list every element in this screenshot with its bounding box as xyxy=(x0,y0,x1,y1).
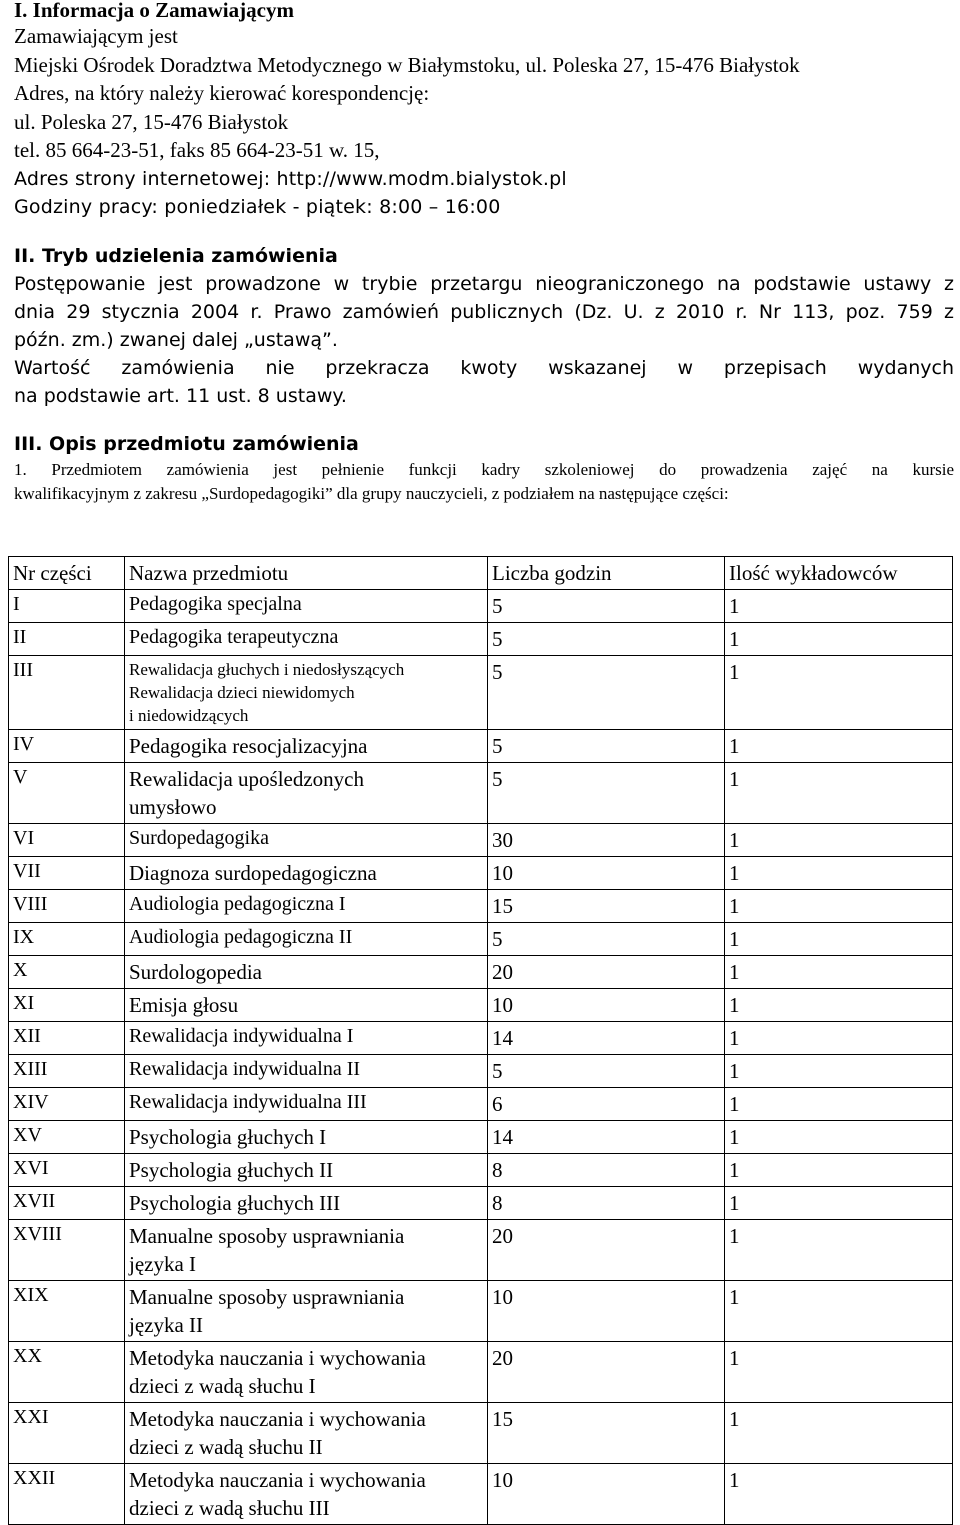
table-row xyxy=(9,1464,953,1525)
subject-name-cell: Audiologia pedagogiczna II xyxy=(125,923,488,956)
table-row xyxy=(9,824,953,857)
part-number-cell: XII xyxy=(9,1022,125,1055)
section-1-line: ul. Poleska 27, 15-476 Białystok xyxy=(14,109,289,134)
part-number-cell: VIII xyxy=(9,890,125,923)
table-row xyxy=(9,923,953,956)
table-row xyxy=(9,956,953,989)
subject-name-cell: Psychologia głuchych I xyxy=(125,1121,488,1154)
part-number-cell: XVI xyxy=(9,1154,125,1187)
section-1-heading: I. Informacja o Zamawiającym xyxy=(14,0,294,22)
lecturers-cell: 1 xyxy=(725,1154,953,1187)
subject-intro xyxy=(14,458,954,506)
subject-name-cell: Pedagogika resocjalizacyjna xyxy=(125,730,488,763)
table-row xyxy=(9,1154,953,1187)
lecturers-cell: 1 xyxy=(725,857,953,890)
website-line: Adres strony internetowej: http://www.modm.bialystok.pl xyxy=(14,167,567,190)
subject-name-cell: Surdologopedia xyxy=(125,956,488,989)
table-row xyxy=(9,1403,953,1464)
subject-intro-line: 1. Przedmiotem zamówienia jest pełnienie funkcji kadry szkoleniowej do prowadzenia zajęć na kursie xyxy=(14,459,954,479)
subject-name-cell: Psychologia głuchych III xyxy=(125,1187,488,1220)
hours-cell: 5 xyxy=(488,656,725,730)
subject-name-cell: Pedagogika terapeutyczna xyxy=(125,623,488,656)
part-number-cell: XXII xyxy=(9,1464,125,1525)
hours-cell: 10 xyxy=(488,857,725,890)
section-2-heading: II. Tryb udzielenia zamówienia xyxy=(14,244,338,267)
hours-cell: 15 xyxy=(488,1403,725,1464)
header-part-number: Nr części xyxy=(9,557,125,590)
hours-cell: 10 xyxy=(488,1281,725,1342)
course-parts-table-body xyxy=(9,557,953,1525)
part-number-cell: XI xyxy=(9,989,125,1022)
lecturers-cell: 1 xyxy=(725,1281,953,1342)
subject-name-cell: Diagnoza surdopedagogiczna xyxy=(125,857,488,890)
subject-name-cell: Metodyka nauczania i wychowania dzieci z wadą słuchu I xyxy=(125,1342,488,1403)
table-row xyxy=(9,1220,953,1281)
hours-cell: 5 xyxy=(488,1055,725,1088)
subject-name-cell: Psychologia głuchych II xyxy=(125,1154,488,1187)
section-1-line: Adres, na który należy kierować korespondencję: xyxy=(14,81,430,105)
hours-cell: 20 xyxy=(488,1220,725,1281)
part-number-cell: I xyxy=(9,590,125,623)
hours-cell: 14 xyxy=(488,1121,725,1154)
part-number-cell: II xyxy=(9,623,125,656)
part-number-cell: XVII xyxy=(9,1187,125,1220)
table-row xyxy=(9,1055,953,1088)
subject-name-cell: Manualne sposoby usprawniania języka II xyxy=(125,1281,488,1342)
part-number-cell: XV xyxy=(9,1121,125,1154)
part-number-cell: IV xyxy=(9,730,125,763)
course-parts-table xyxy=(8,556,953,1525)
header-subject-name: Nazwa przedmiotu xyxy=(125,557,488,590)
section-1-line: Miejski Ośrodek Doradztwa Metodycznego w Białymstoku, ul. Poleska 27, 15-476 Białystok xyxy=(14,52,800,77)
lecturers-cell: 1 xyxy=(725,1187,953,1220)
hours-cell: 15 xyxy=(488,890,725,923)
hours-cell: 6 xyxy=(488,1088,725,1121)
hours-cell: 5 xyxy=(488,763,725,824)
table-row xyxy=(9,590,953,623)
table-row xyxy=(9,857,953,890)
lecturers-cell: 1 xyxy=(725,923,953,956)
table-row xyxy=(9,623,953,656)
hours-cell: 10 xyxy=(488,989,725,1022)
part-number-cell: VI xyxy=(9,824,125,857)
subject-name-cell: Rewalidacja indywidualna II xyxy=(125,1055,488,1088)
section-1-line: tel. 85 664-23-51, faks 85 664-23-51 w. 15, xyxy=(14,138,380,162)
subject-name-cell: Rewalidacja upośledzonych umysłowo xyxy=(125,763,488,824)
section-1-line: Zamawiającym jest xyxy=(14,24,178,48)
subject-name-cell: Rewalidacja indywidualna I xyxy=(125,1022,488,1055)
procedure-line: późn. zm.) zwanej dalej „ustawą”. xyxy=(14,328,338,351)
lecturers-cell: 1 xyxy=(725,590,953,623)
part-number-cell: X xyxy=(9,956,125,989)
header-hours: Liczba godzin xyxy=(488,557,725,590)
lecturers-cell: 1 xyxy=(725,730,953,763)
lecturers-cell: 1 xyxy=(725,763,953,824)
table-row xyxy=(9,1342,953,1403)
lecturers-cell: 1 xyxy=(725,1464,953,1525)
table-row xyxy=(9,656,953,730)
subject-name-cell: Metodyka nauczania i wychowania dzieci z wadą słuchu II xyxy=(125,1403,488,1464)
table-row xyxy=(9,1121,953,1154)
table-row xyxy=(9,730,953,763)
header-lecturers: Ilość wykładowców xyxy=(725,557,953,590)
hours-cell: 20 xyxy=(488,956,725,989)
table-row xyxy=(9,1281,953,1342)
hours-cell: 20 xyxy=(488,1342,725,1403)
hours-cell: 8 xyxy=(488,1154,725,1187)
hours-cell: 5 xyxy=(488,923,725,956)
table-row xyxy=(9,890,953,923)
table-row xyxy=(9,989,953,1022)
subject-name-cell: Rewalidacja głuchych i niedosłyszących Rewalidacja dzieci niewidomych i niedowidzących xyxy=(125,656,488,730)
lecturers-cell: 1 xyxy=(725,989,953,1022)
working-hours-line: Godziny pracy: poniedziałek - piątek: 8:00 – 16:00 xyxy=(14,196,501,218)
part-number-cell: XIII xyxy=(9,1055,125,1088)
hours-cell: 8 xyxy=(488,1187,725,1220)
lecturers-cell: 1 xyxy=(725,1055,953,1088)
lecturers-cell: 1 xyxy=(725,1088,953,1121)
lecturers-cell: 1 xyxy=(725,890,953,923)
hours-cell: 5 xyxy=(488,623,725,656)
document-page xyxy=(14,0,954,506)
part-number-cell: XXI xyxy=(9,1403,125,1464)
lecturers-cell: 1 xyxy=(725,956,953,989)
table-row xyxy=(9,1088,953,1121)
hours-cell: 5 xyxy=(488,590,725,623)
table-row xyxy=(9,1022,953,1055)
part-number-cell: XX xyxy=(9,1342,125,1403)
subject-name-cell: Metodyka nauczania i wychowania dzieci z wadą słuchu III xyxy=(125,1464,488,1525)
hours-cell: 5 xyxy=(488,730,725,763)
subject-intro-line: kwalifikacyjnym z zakresu „Surdopedagogiki” dla grupy nauczycieli, z podziałem na następujące części: xyxy=(14,483,729,503)
subject-name-cell: Rewalidacja indywidualna III xyxy=(125,1088,488,1121)
hours-cell: 30 xyxy=(488,824,725,857)
lecturers-cell: 1 xyxy=(725,1403,953,1464)
lecturers-cell: 1 xyxy=(725,623,953,656)
lecturers-cell: 1 xyxy=(725,656,953,730)
subject-name-cell: Pedagogika specjalna xyxy=(125,590,488,623)
subject-name-cell: Emisja głosu xyxy=(125,989,488,1022)
lecturers-cell: 1 xyxy=(725,824,953,857)
hours-cell: 14 xyxy=(488,1022,725,1055)
procedure-line: Postępowanie jest prowadzone w trybie przetargu nieograniczonego na podstawie ustawy z xyxy=(14,272,954,295)
lecturers-cell: 1 xyxy=(725,1220,953,1281)
table-header-row xyxy=(9,557,953,590)
value-line: na podstawie art. 11 ust. 8 ustawy. xyxy=(14,384,347,407)
lecturers-cell: 1 xyxy=(725,1022,953,1055)
subject-name-cell: Manualne sposoby usprawniania języka I xyxy=(125,1220,488,1281)
part-number-cell: III xyxy=(9,656,125,730)
part-number-cell: VII xyxy=(9,857,125,890)
table-row xyxy=(9,1187,953,1220)
subject-name-cell: Surdopedagogika xyxy=(125,824,488,857)
lecturers-cell: 1 xyxy=(725,1121,953,1154)
part-number-cell: XVIII xyxy=(9,1220,125,1281)
procedure-line: dnia 29 stycznia 2004 r. Prawo zamówień publicznych (Dz. U. z 2010 r. Nr 113, poz. 759 z xyxy=(14,300,954,323)
part-number-cell: XIX xyxy=(9,1281,125,1342)
section-3-heading: III. Opis przedmiotu zamówienia xyxy=(14,432,359,455)
hours-cell: 10 xyxy=(488,1464,725,1525)
subject-name-cell: Audiologia pedagogiczna I xyxy=(125,890,488,923)
value-line: Wartość zamówienia nie przekracza kwoty wskazanej w przepisach wydanych xyxy=(14,356,954,379)
table-row xyxy=(9,763,953,824)
part-number-cell: XIV xyxy=(9,1088,125,1121)
part-number-cell: V xyxy=(9,763,125,824)
lecturers-cell: 1 xyxy=(725,1342,953,1403)
part-number-cell: IX xyxy=(9,923,125,956)
